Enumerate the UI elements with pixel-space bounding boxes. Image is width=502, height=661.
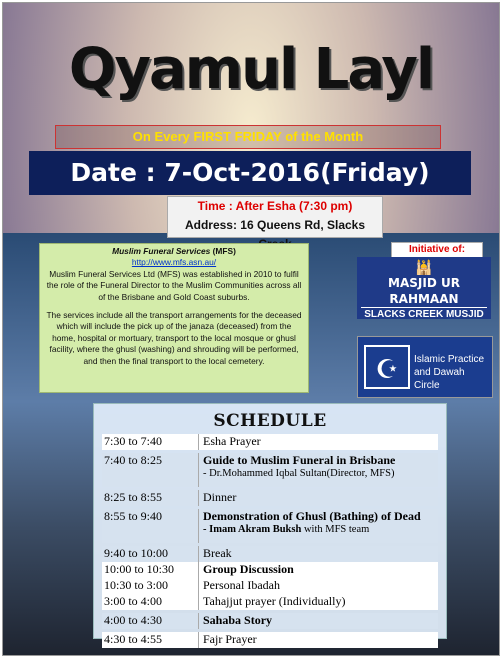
schedule-event-presenter: - Dr.Mohammed Iqbal Sultan(Director, MFS) [203, 468, 395, 479]
schedule-event [198, 434, 438, 450]
schedule-table [102, 434, 438, 651]
schedule-row [102, 490, 438, 506]
date-banner: Date : 7-Oct-2016(Friday) [29, 151, 471, 195]
time-address-box [167, 196, 383, 238]
schedule-event-presenter: - Imam Akram Buksh with MFS team [203, 524, 370, 535]
dawah-circle-icon: ☪ [364, 345, 410, 389]
schedule-time: 10:00 to 10:30 [104, 562, 175, 576]
schedule-panel [93, 403, 447, 646]
event-poster [3, 3, 499, 655]
schedule-event-title: Break [203, 546, 232, 560]
schedule-time: 9:40 to 10:00 [104, 546, 169, 560]
schedule-row [102, 434, 438, 450]
schedule-event-title: Sahaba Story [203, 613, 273, 627]
mfs-info-box [39, 243, 309, 393]
schedule-event-title: Dinner [203, 490, 237, 504]
schedule-row [102, 578, 438, 594]
masjid-name: MASJID UR RAHMAAN [388, 276, 460, 306]
mosque-icon: 🕌 [415, 259, 433, 275]
schedule-time: 3:00 to 4:00 [104, 594, 163, 608]
schedule-time: 8:55 to 9:40 [104, 509, 163, 523]
schedule-time: 4:30 to 4:55 [104, 632, 163, 646]
schedule-time: 4:00 to 4:30 [104, 613, 163, 627]
schedule-time: 7:40 to 8:25 [104, 453, 163, 467]
schedule-event-title: Esha Prayer [203, 434, 261, 448]
schedule-event-title: Tahajjut prayer (Individually) [203, 594, 346, 608]
masjid-logo [357, 257, 491, 319]
mfs-link[interactable]: http://www.mfs.asn.au/ [131, 257, 217, 268]
schedule-row [102, 613, 438, 629]
schedule-event [198, 490, 438, 506]
schedule-time: 8:25 to 8:55 [104, 490, 163, 504]
masjid-subtitle: SLACKS CREEK MUSJID [361, 307, 487, 322]
schedule-event [198, 509, 438, 543]
address-text: Address: 16 Queens Rd, Slacks [184, 218, 366, 232]
schedule-row [102, 562, 438, 578]
schedule-event [198, 562, 438, 578]
schedule-heading: SCHEDULE [213, 411, 327, 431]
mfs-heading: Muslim Funeral Services (MFS) [112, 246, 236, 256]
schedule-event [198, 594, 438, 610]
recurrence-banner: On Every FIRST FRIDAY of the Month [55, 125, 441, 149]
schedule-row [102, 632, 438, 648]
time-text: Time : After Esha (7:30 pm) [197, 199, 353, 213]
schedule-row [102, 453, 438, 487]
schedule-time: 10:30 to 3:00 [104, 578, 169, 592]
schedule-event [198, 453, 438, 487]
schedule-row [102, 509, 438, 543]
schedule-event [198, 613, 438, 629]
schedule-event [198, 546, 438, 562]
ipd-logo [357, 336, 493, 398]
poster-title: Qyamul Layl [68, 37, 434, 102]
schedule-event [198, 632, 438, 648]
schedule-time: 7:30 to 7:40 [104, 434, 163, 448]
schedule-event-title: Group Discussion [203, 562, 294, 576]
schedule-event-title: Demonstration of Ghusl (Bathing) of Dead [203, 509, 421, 523]
schedule-row [102, 594, 438, 610]
mfs-paragraph-2: The services include all the transport arrangements for the deceased which will include the pick up of the janaza (deceased) from the home, hospital or mortuary, transport to the local mosque or ghusl facility, where the ghusl (washing) and shrouding will be performed, and then the final transport to the local cemetery. [46, 310, 302, 366]
schedule-event-title: Personal Ibadah [203, 578, 280, 592]
mfs-paragraph-1: Muslim Funeral Services Ltd (MFS) was established in 2010 to fulfil the role of the Funeral Director to the Muslim Communities across all of the Brisbane and Gold Coast suburbs. [46, 268, 302, 302]
schedule-event-title: Fajr Prayer [203, 632, 257, 646]
schedule-event [198, 578, 438, 594]
schedule-row [102, 546, 438, 562]
initiative-label: Initiative of: [391, 242, 483, 258]
schedule-event-title: Guide to Muslim Funeral in Brisbane [203, 453, 396, 467]
ipd-name: Islamic Practice and Dawah Circle [414, 354, 485, 391]
